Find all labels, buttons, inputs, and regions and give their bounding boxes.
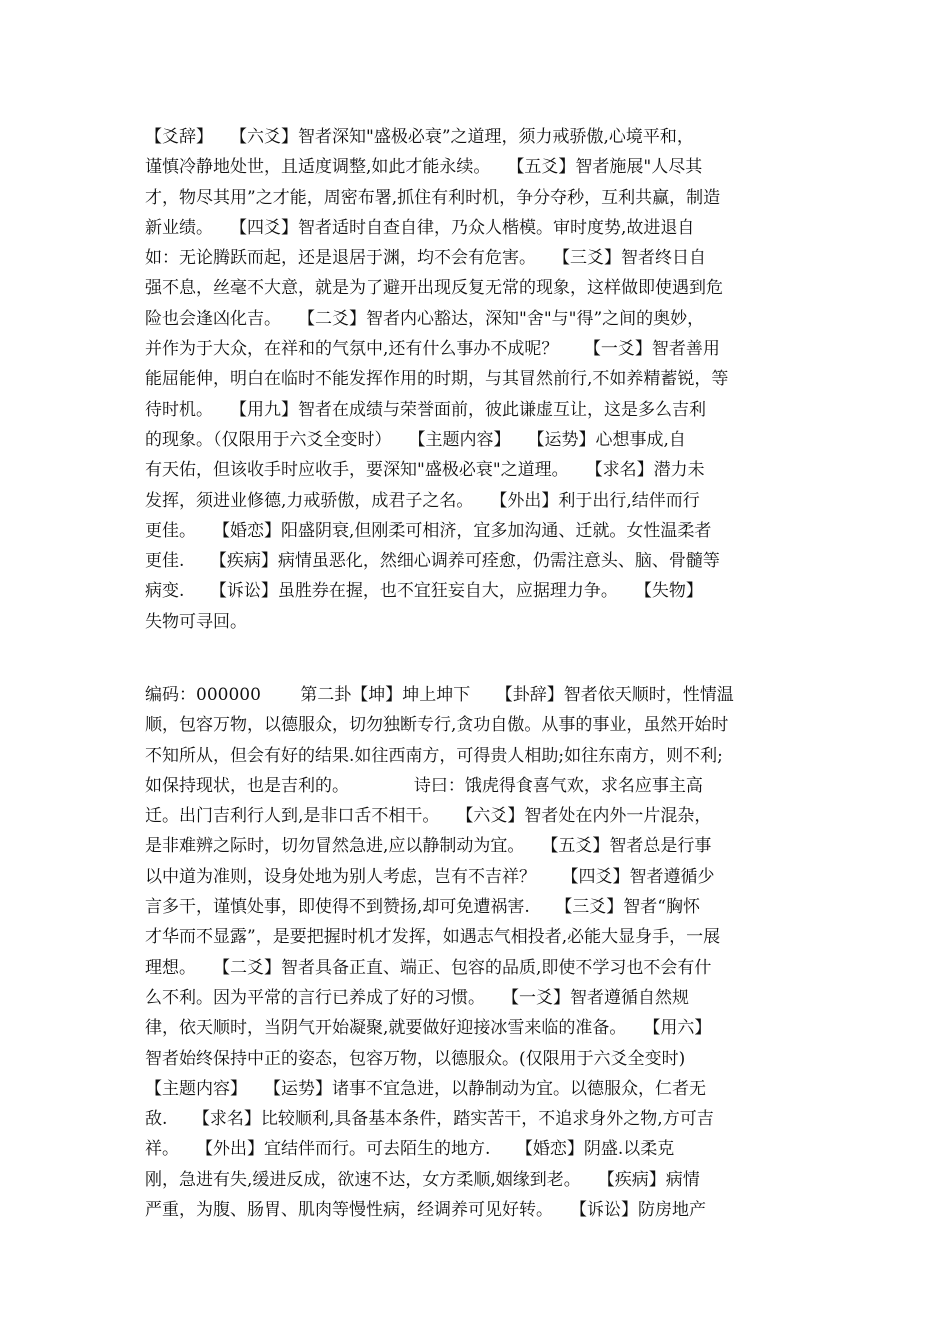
text-line: 失物可寻回。: [145, 611, 247, 632]
text-line: 病变. 【诉讼】虽胜券在握，也不宜狂妄自大，应据理力争。 【失物】: [145, 581, 703, 602]
document-page: [145, 122, 817, 1221]
text-line: 才华而不显露”，是要把握时机才发挥，如遇志气相投者,必能大显身手，一展: [145, 927, 721, 948]
text-line: 迁。出门吉利行人到,是非口舌不相干。 【六爻】智者处在内外一片混杂，: [145, 806, 712, 827]
text-line: 不知所从，但会有好的结果.如往西南方，可得贵人相助;如往东南方，则不利;: [145, 745, 723, 766]
text-line: 有天佑，但该收手时应收手，要深知"盛极必衰"之道理。 【求名】潜力未: [145, 460, 705, 481]
text-line: 【主题内容】 【运势】诸事不宜急进，以静制动为宜。以德服众，仁者无: [145, 1078, 706, 1099]
text-line: 严重，为腹、肠胃、肌肉等慢性病，经调养可见好转。 【诉讼】防房地产: [145, 1200, 706, 1221]
text-line: 【爻辞】 【六爻】智者深知"盛极必衰”之道理，须力戒骄傲,心境平和，: [145, 127, 694, 147]
text-line: 理想。 【二爻】智者具备正直、端正、包容的品质,即使不学习也不会有什: [145, 957, 712, 978]
text-line: 如：无论腾跃而起，还是退居于渊，均不会有危害。 【三爻】智者终日自: [145, 248, 706, 269]
section-kun-hexagram: [145, 680, 817, 1225]
text-line: 险也会逢凶化吉。 【二爻】智者内心豁达，深知"舍"与"得”之间的奥妙，: [145, 308, 705, 329]
text-line: 更佳. 【疾病】病情虽恶化，然细心调养可痊愈，仍需注意头、脑、骨髓等: [145, 551, 720, 572]
section-qian-yaoci: [145, 122, 817, 637]
text-line: 更佳。 【婚恋】阳盛阴衰,但刚柔可相济，宜多加沟通、迁就。女性温柔者: [145, 520, 712, 541]
text-line: 并作为于大众，在祥和的气氛中,还有什么事办不成呢？ 【一爻】智者善用: [145, 339, 720, 360]
text-line: 编码：000000 第二卦【坤】坤上坤下 【卦辞】智者依天顺时，性情温: [145, 685, 734, 705]
text-line: 智者始终保持中正的姿态，包容万物，以德服众。(仅限用于六爻全变时): [145, 1048, 686, 1069]
text-line: 发挥，须进业修德,力戒骄傲，成君子之名。 【外出】利于出行,结伴而行: [145, 490, 700, 511]
text-line: 是非难辨之际时，切勿冒然急进,应以静制动为宜。 【五爻】智者总是行事: [145, 836, 712, 857]
text-line: 顺，包容万物，以德服众，切勿独断专行,贪功自傲。从事的事业，虽然开始时: [145, 715, 729, 736]
text-line: 才，物尽其用”之才能，周密布署,抓住有利时机，争分夺秒，互利共赢，制造: [145, 187, 721, 208]
text-line: 如保持现状，也是吉利的。 诗曰：饿虎得食喜气欢，求名应事主高: [145, 775, 703, 796]
text-line: 以中道为准则，设身处地为别人考虑，岂有不吉祥？ 【四爻】智者遵循少: [145, 866, 715, 887]
text-line: 新业绩。 【四爻】智者适时自查自律，乃众人楷模。审时度势,故进退自: [145, 217, 695, 238]
text-line: 么不利。因为平常的言行已养成了好的习惯。 【一爻】智者遵循自然规: [145, 987, 689, 1008]
text-line: 言多干，谨慎处事，即使得不到赞扬,却可免遭祸害. 【三爻】智者“胸怀: [145, 897, 700, 918]
text-line: 刚，急进有失,缓进反成，欲速不达，女方柔顺,姻缘到老。 【疾病】病情: [145, 1169, 700, 1190]
text-line: 谨慎冷静地处世，且适度调整,如此才能永续。 【五爻】智者施展"人尽其: [145, 157, 703, 178]
text-line: 待时机。 【用九】智者在成绩与荣誉面前，彼此谦虚互让，这是多么吉利: [145, 399, 706, 420]
text-line: 能屈能伸，明白在临时不能发挥作用的时期，与其冒然前行,不如养精蓄锐，等: [145, 369, 729, 390]
text-line: 的现象。（仅限用于六爻全变时） 【主题内容】 【运势】心想事成,自: [145, 429, 686, 450]
text-line: 强不息，丝毫不大意，就是为了避开出现反复无常的现象，这样做即使遇到危: [145, 278, 723, 299]
text-line: 祥。 【外出】宜结伴而行。可去陌生的地方. 【婚恋】阴盛.以柔克: [145, 1139, 675, 1160]
text-line: 律，依天顺时，当阴气开始凝聚,就要做好迎接冰雪来临的准备。 【用六】: [145, 1018, 712, 1039]
text-line: 敌. 【求名】比较顺利,具备基本条件，踏实苦干，不追求身外之物,方可吉: [145, 1109, 714, 1130]
